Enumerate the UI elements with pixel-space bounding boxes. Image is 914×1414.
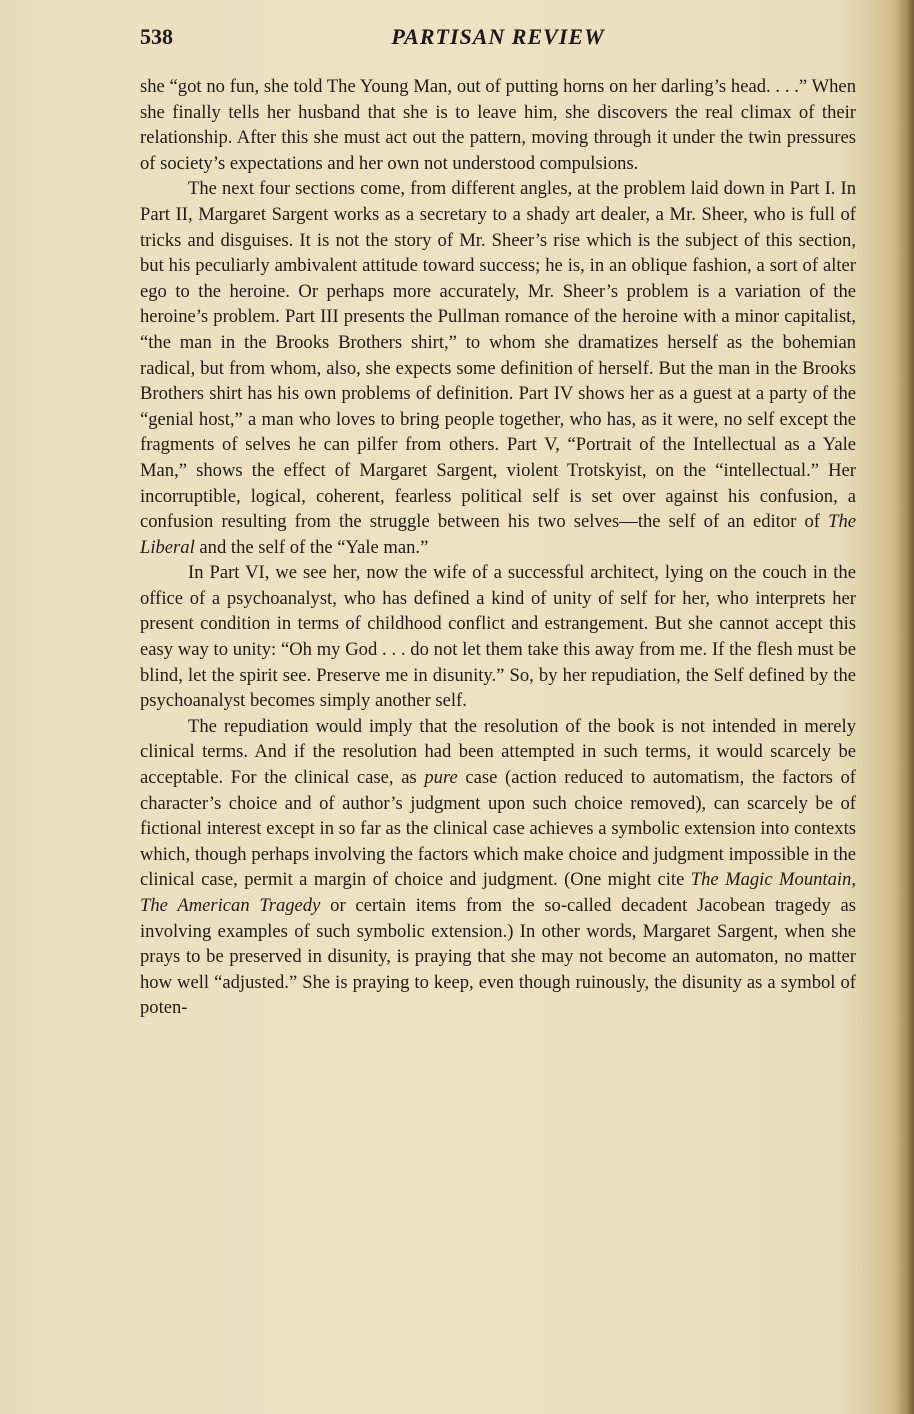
- paragraph: [140, 74, 856, 176]
- italic-title: The Magic Mountain, The American Tragedy: [140, 869, 856, 916]
- page-header: [140, 24, 856, 54]
- running-head: PARTISAN REVIEW: [391, 24, 605, 49]
- text-segment: case (action reduced to automatism, the factors of character’s choice and of author’s judgment upon such choice removed), can scarcely be of fictional interest except in so far as the clinical case achieves a symbolic extension into contexts which, though perhaps involving the factors which make choice and judgment impossible in the clinical case, permit a margin of choice and judgment. (One might cite: [140, 767, 856, 891]
- text-segment: The next four sections come, from different angles, at the problem laid down in Part I. In Part II, Margaret Sargent works as a secretary to a shady art dealer, a Mr. Sheer, who is full of tricks and disguises. It is not the story of Mr. Sheer’s rise which is the subject of this section, but his peculiarly ambivalent attitude toward success; he is, in an oblique fashion, a sort of alter ego to the heroine. Or perhaps more accurately, Mr. Sheer’s problem is a variation of the heroine’s problem. Part III presents the Pullman romance of the heroine with a minor capitalist, “the man in the Brooks Brothers shirt,” to whom she dramatizes herself as the bohemian radical, but from whom, also, she expects some definition of herself. But the man in the Brooks Brothers shirt has his own problems of definition. Part IV shows her as a guest at a party of the “genial host,” a man who loves to bring people together, who has, as it were, no self except the fragments of selves he can pilfer from others. Part V, “Portrait of the Intellectual as a Yale Man,” shows the effect of Margaret Sargent, violent Trotskyist, on the “intellectual.” Her incorruptible, logical, coherent, fearless political self is set over against his confusion, a confusion resulting from the struggle between his two selves—the self of an editor of: [140, 178, 856, 533]
- paragraph: [140, 176, 856, 560]
- text-segment: and the self of the “Yale man.”: [194, 536, 429, 558]
- text-segment: In Part VI, we see her, now the wife of a successful architect, lying on the couch in the office of a psychoanalyst, who has defined a kind of unity of self for her, who interprets her present condition in terms of childhood conflict and estrangement. But she cannot accept this easy way to unity: “Oh my God . . . do not let them take this away from me. If the flesh must be blind, let the spirit see. Preserve me in disunity.” So, by her repudiation, the Self defined by the psychoanalyst becomes simply another self.: [140, 562, 856, 712]
- italic-emphasis: pure: [424, 767, 458, 789]
- text-segment: she “got no fun, she told The Young Man, out of putting horns on her darling’s head. . . .” When she finally tells her husband that she is to leave him, she discovers the real climax of their relationship. After this she must act out the pattern, moving through it under the twin pressures of society’s expectations and her own not understood compulsions.: [140, 76, 856, 174]
- page-edge-shadow: [896, 0, 914, 1414]
- text-segment: The repudiation would imply that the resolution of the book is not intended in merely clinical terms. And if the resolution had been attempted in such terms, it would scarcely be acceptable. For the clinical case, as: [140, 715, 856, 789]
- italic-title: The Liberal: [140, 511, 856, 558]
- paragraph: [140, 714, 856, 1021]
- body-text: [140, 74, 856, 1021]
- text-segment: or certain items from the so-called decadent Jacobean tragedy as involving examples of such symbolic extension.) In other words, Margaret Sargent, when she prays to be preserved in disunity, is praying that she may not become an automaton, no matter how well “adjusted.” She is praying to keep, even though ruinously, the disunity as a symbol of poten-: [140, 895, 856, 1019]
- paragraph: [140, 560, 856, 714]
- page-number: 538: [140, 24, 173, 49]
